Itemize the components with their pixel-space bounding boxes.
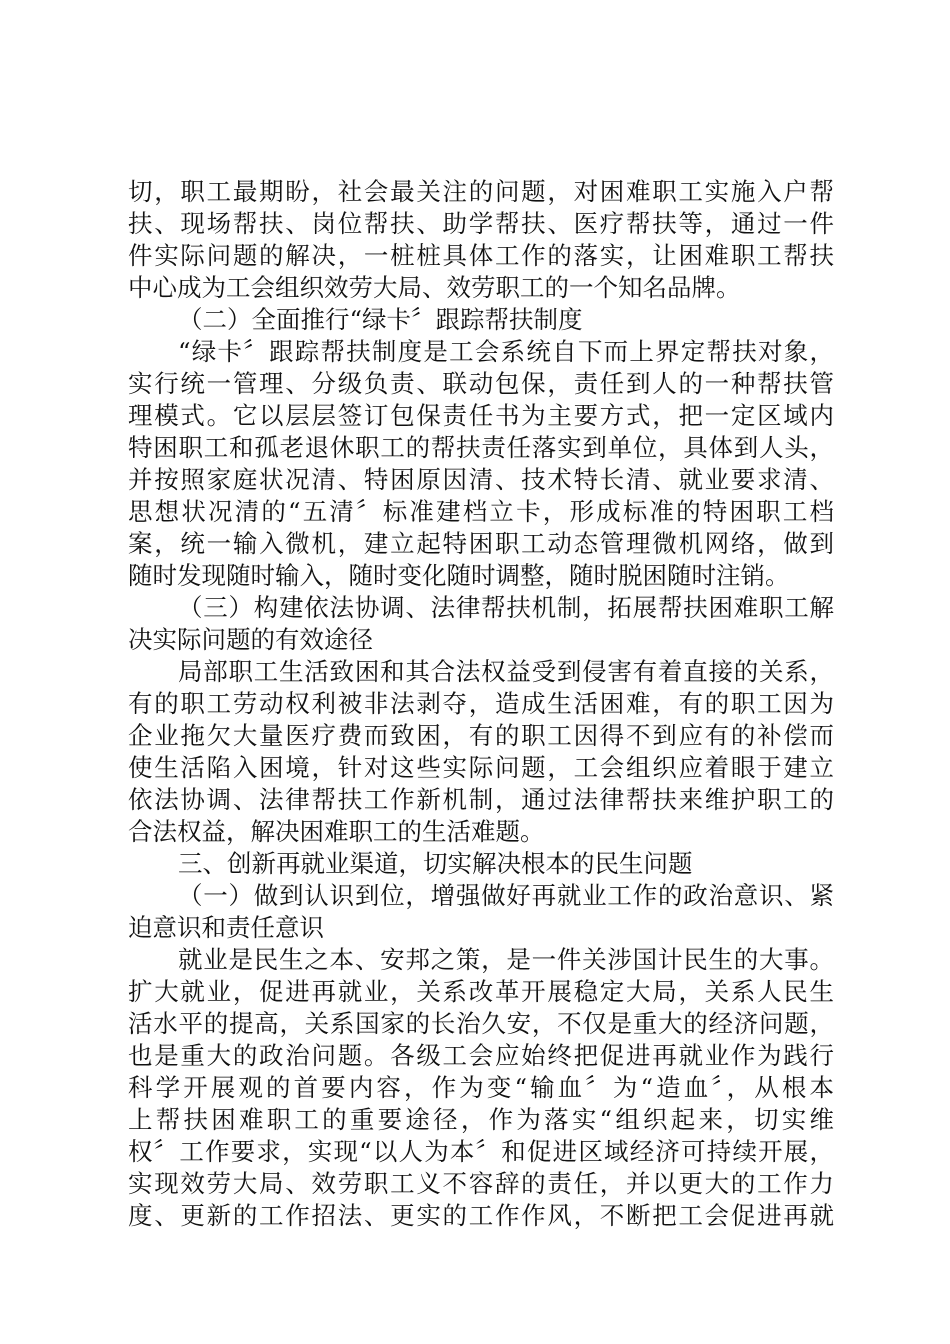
text-line: 切，职工最期盼，社会最关注的问题，对困难职工实施入户帮: [128, 177, 834, 206]
text-line: 件实际问题的解决，一桩桩具体工作的落实，让困难职工帮扶: [128, 241, 834, 270]
section-heading: 决实际问题的有效途径: [128, 625, 373, 654]
text-line: 科学开展观的首要内容，作为变“输血〞为“造血〞，从根本: [128, 1073, 834, 1102]
text-line: 案，统一输入微机，建立起特困职工动态管理微机网络，做到: [128, 529, 834, 558]
text-line: 理模式。它以层层签订包保责任书为主要方式，把一定区域内: [128, 401, 834, 430]
text-line: 上帮扶困难职工的重要途径，作为落实“组织起来，切实维: [128, 1105, 834, 1134]
text-line: 使生活陷入困境，针对这些实际问题，工会组织应着眼于建立: [128, 753, 834, 782]
document-body: [128, 176, 834, 1232]
text-line: 有的职工劳动权利被非法剥夺，造成生活困难，有的职工因为: [128, 689, 834, 718]
text-line: 度、更新的工作招法、更实的工作作风，不断把工会促进再就: [128, 1201, 834, 1230]
text-line: 合法权益，解决困难职工的生活难题。: [128, 817, 545, 846]
text-line: 局部职工生活致困和其合法权益受到侵害有着直接的关系，: [178, 657, 834, 686]
text-line: 特困职工和孤老退休职工的帮扶责任落实到单位，具体到人头，: [128, 433, 834, 462]
section-heading: （三）构建依法协调、法律帮扶机制，拓展帮扶困难职工解: [178, 593, 834, 622]
text-line: 实现效劳大局、效劳职工义不容辞的责任，并以更大的工作力: [128, 1169, 834, 1198]
text-line: “绿卡〞跟踪帮扶制度是工会系统自下而上界定帮扶对象，: [178, 337, 834, 366]
text-line: 随时发现随时输入，随时变化随时调整，随时脱困随时注销。: [128, 561, 790, 590]
text-line: 也是重大的政治问题。各级工会应始终把促进再就业作为践行: [128, 1041, 834, 1070]
text-line: 思想状况清的“五清〞标准建档立卡，形成标准的特困职工档: [128, 497, 834, 526]
text-line: 中心成为工会组织效劳大局、效劳职工的一个知名品牌。: [128, 273, 741, 302]
text-line: 扩大就业，促进再就业，关系改革开展稳定大局，关系人民生: [128, 977, 834, 1006]
text-line: 企业拖欠大量医疗费而致困，有的职工因得不到应有的补偿而: [128, 721, 834, 750]
section-heading: （二）全面推行“绿卡〞跟踪帮扶制度: [178, 305, 583, 334]
section-heading: 迫意识和责任意识: [128, 913, 324, 942]
text-line: 依法协调、法律帮扶工作新机制，通过法律帮扶来维护职工的: [128, 785, 834, 814]
chapter-heading: 三、创新再就业渠道，切实解决根本的民生问题: [178, 849, 693, 878]
text-line: 实行统一管理、分级负责、联动包保，责任到人的一种帮扶管: [128, 369, 834, 398]
section-heading: （一）做到认识到位，增强做好再就业工作的政治意识、紧: [178, 881, 834, 910]
text-line: 并按照家庭状况清、特困原因清、技术特长清、就业要求清、: [128, 465, 834, 494]
text-line: 活水平的提高，关系国家的长治久安，不仅是重大的经济问题，: [128, 1009, 834, 1038]
text-line: 权〞工作要求，实现“以人为本〞和促进区域经济可持续开展，: [128, 1137, 834, 1166]
text-line: 就业是民生之本、安邦之策，是一件关涉国计民生的大事。: [178, 945, 834, 974]
text-line: 扶、现场帮扶、岗位帮扶、助学帮扶、医疗帮扶等，通过一件: [128, 209, 834, 238]
